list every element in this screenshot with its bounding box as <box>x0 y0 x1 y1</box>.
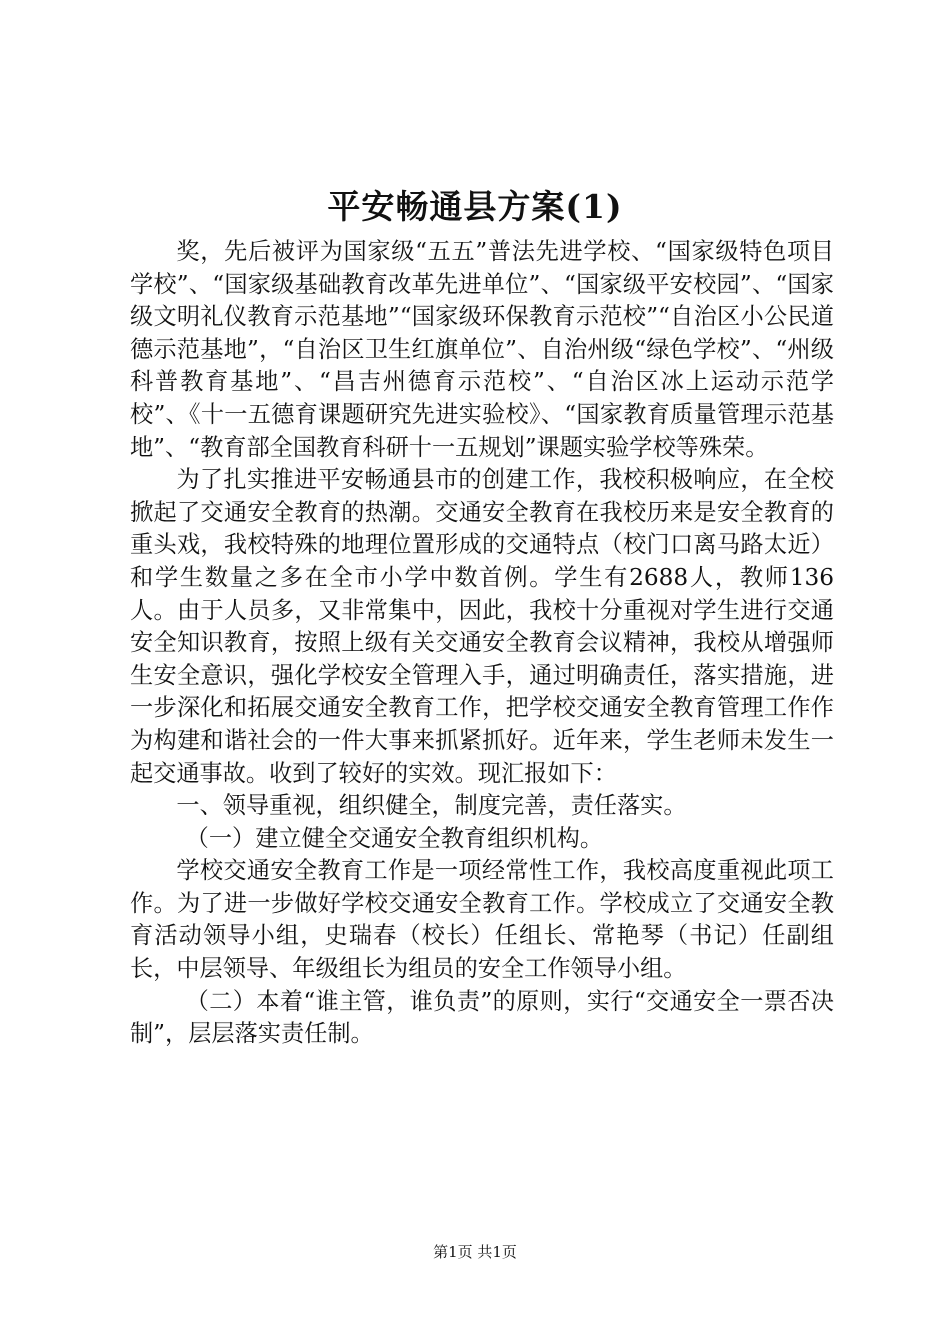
paragraph-honors: 奖，先后被评为国家级“五五”普法先进学校、“国家级特色项目学校”、“国家级基础教育改革先进单位”、“国家级平安校园”、“国家级文明礼仪教育示范基地”“国家级环保教育示范校”“自治区小公民道德示范基地”，“自治区卫生红旗单位”、自治州级“绿色学校”、“州级科普教育基地”、“昌吉州德育示范校”、“自治区冰上运动示范学校”、《十一五德育课题研究先进实验校》、“国家教育质量管理示范基地”、“教育部全国教育科研十一五规划”课题实验学校等殊荣。 <box>130 238 834 461</box>
subsection-heading-1: （一）建立健全交通安全教育组织机构。 <box>185 824 604 852</box>
paragraph-organization: 学校交通安全教育工作是一项经常性工作，我校高度重视此项工作。为了进一步做好学校交通安全教育工作。学校成立了交通安全教育活动领导小组，史瑞春（校长）任组长、常艳琴（书记）任副组长，中层领导、年级组长为组员的安全工作领导小组。 <box>130 857 834 983</box>
page-footer: 第1页 共1页 <box>433 1243 517 1261</box>
paragraph-intro: 为了扎实推进平安畅通县市的创建工作，我校积极响应，在全校掀起了交通安全教育的热潮。交通安全教育在我校历来是安全教育的重头戏，我校特殊的地理位置形成的交通特点（校门口离马路太近）和学生数量之多在全市小学中数首例。学生有2688人，教师136人。由于人员多，又非常集中，因此，我校十分重视对学生进行交通安全知识教育，按照上级有关交通安全教育会议精神，我校从增强师生安全意识，强化学校安全管理入手，通过明确责任，落实措施，进一步深化和拓展交通安全教育工作，把学校交通安全教育管理工作作为构建和谐社会的一件大事来抓紧抓好。近年来，学生老师未发生一起交通事故。收到了较好的实效。现汇报如下： <box>130 466 834 787</box>
subsection-heading-2: （二）本着“谁主管，谁负责”的原则，实行“交通安全一票否决制”，层层落实责任制。 <box>130 987 834 1048</box>
document-title: 平安畅通县方案(1) <box>327 187 623 226</box>
document-body <box>130 236 834 1051</box>
section-heading-1: 一、领导重视，组织健全，制度完善，责任落实。 <box>176 792 687 820</box>
